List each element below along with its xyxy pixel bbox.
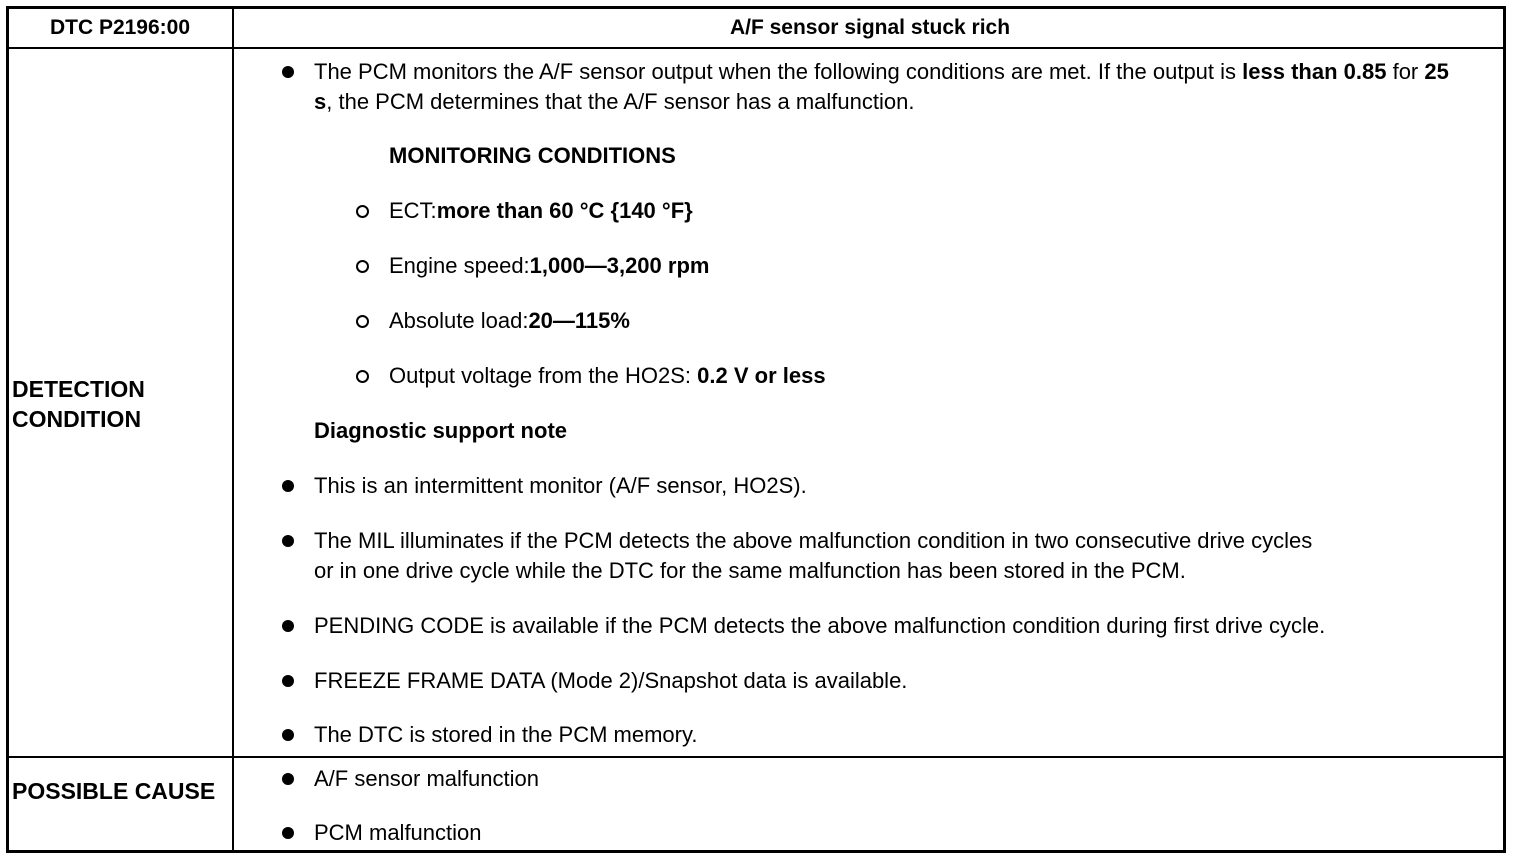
- intro-text-2: for: [1386, 59, 1425, 84]
- intro-text-1: The PCM monitors the A/F sensor output when the following conditions are met. If the output is: [314, 59, 1243, 84]
- condition-ect: [389, 196, 693, 226]
- condition-name: ECT:: [389, 198, 437, 223]
- condition-output-voltage: [389, 361, 826, 391]
- condition-value: 20—115%: [528, 308, 630, 333]
- note-item-continuation: or in one drive cycle while the DTC for the same malfunction has been stored in the PCM.: [314, 558, 1186, 583]
- dtc-title: A/F sensor signal stuck rich: [729, 16, 1011, 39]
- bullet-icon: [282, 827, 294, 839]
- condition-engine-speed: [389, 251, 709, 281]
- note-item: PENDING CODE is available if the PCM detects the above malfunction condition during first drive cycle.: [314, 613, 1326, 638]
- bullet-icon: [282, 66, 294, 78]
- bullet-icon: [282, 675, 294, 687]
- cause-row-divider: [6, 756, 1506, 758]
- bullet-icon: [282, 729, 294, 741]
- detection-intro: [314, 57, 1464, 117]
- circle-bullet-icon: [356, 370, 369, 383]
- header-row-divider: [6, 47, 1506, 49]
- condition-name: Engine speed:: [389, 253, 530, 278]
- intro-text-3: , the PCM determines that the A/F sensor has a malfunction.: [326, 89, 915, 114]
- condition-value: 0.2 V or less: [697, 363, 826, 388]
- possible-cause-label: POSSIBLE CAUSE: [12, 778, 216, 804]
- cause-item: A/F sensor malfunction: [314, 766, 539, 791]
- intro-duration: 25 s: [314, 59, 1449, 114]
- intro-threshold: less than 0.85: [1242, 59, 1387, 84]
- diagnostic-note-heading: Diagnostic support note: [314, 418, 567, 443]
- condition-name: Absolute load:: [389, 308, 529, 333]
- note-item: This is an intermittent monitor (A/F sensor, HO2S).: [314, 473, 807, 498]
- condition-value: more than 60 °C {140 °F}: [436, 198, 693, 223]
- condition-value: 1,000—3,200 rpm: [529, 253, 710, 278]
- circle-bullet-icon: [356, 260, 369, 273]
- bullet-icon: [282, 773, 294, 785]
- monitoring-conditions-heading: MONITORING CONDITIONS: [389, 143, 676, 168]
- condition-name: Output voltage from the HO2S:: [389, 363, 698, 388]
- dtc-code: DTC P2196:00: [49, 16, 191, 39]
- note-item: FREEZE FRAME DATA (Mode 2)/Snapshot data is available.: [314, 668, 908, 693]
- bullet-icon: [282, 480, 294, 492]
- circle-bullet-icon: [356, 315, 369, 328]
- column-divider: [232, 6, 234, 853]
- bullet-icon: [282, 535, 294, 547]
- note-item: The MIL illuminates if the PCM detects the above malfunction condition in two consecutive drive cycles: [314, 528, 1313, 553]
- detection-condition-label: DETECTION CONDITION: [12, 376, 145, 432]
- bullet-icon: [282, 620, 294, 632]
- dtc-table: [6, 6, 1506, 853]
- cause-item: PCM malfunction: [314, 820, 482, 845]
- circle-bullet-icon: [356, 205, 369, 218]
- note-item: The DTC is stored in the PCM memory.: [314, 722, 698, 747]
- condition-absolute-load: [389, 306, 630, 336]
